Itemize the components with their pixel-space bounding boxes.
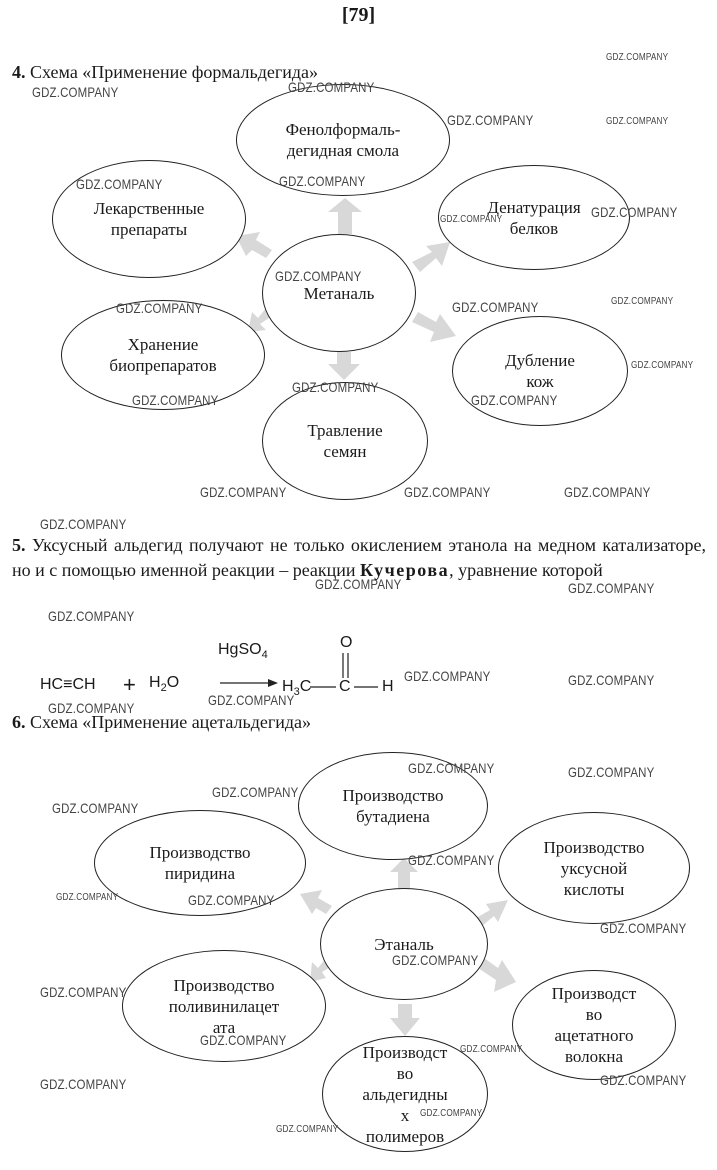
watermark: GDZ.COMPANY	[212, 784, 299, 800]
watermark: GDZ.COMPANY	[32, 84, 119, 100]
watermark: GDZ.COMPANY	[564, 484, 651, 500]
watermark: GDZ.COMPANY	[292, 379, 379, 395]
watermark: GDZ.COMPANY	[288, 79, 375, 95]
watermark: GDZ.COMPANY	[408, 852, 495, 868]
watermark: GDZ.COMPANY	[606, 116, 669, 127]
product-methyl: $H_3C$	[282, 678, 312, 699]
watermark: GDZ.COMPANY	[116, 300, 203, 316]
watermark: GDZ.COMPANY	[275, 268, 362, 284]
watermark: GDZ.COMPANY	[452, 299, 539, 315]
node-acetic-acid: Производство уксусной кислоты	[498, 812, 690, 924]
watermark: GDZ.COMPANY	[404, 484, 491, 500]
node-butadiene: Производство бутадиена	[298, 752, 488, 860]
product-oxygen: O	[340, 634, 353, 651]
watermark: GDZ.COMPANY	[276, 1124, 339, 1135]
watermark: GDZ.COMPANY	[40, 984, 127, 1000]
watermark: GDZ.COMPANY	[591, 204, 678, 220]
watermark: GDZ.COMPANY	[404, 668, 491, 684]
watermark: GDZ.COMPANY	[188, 892, 275, 908]
node-pyridine: Производство пиридина	[94, 810, 306, 916]
reactant-acetylene: HC≡CH	[40, 676, 96, 693]
watermark: GDZ.COMPANY	[600, 1072, 687, 1088]
catalyst: HgSO$_4$	[218, 641, 268, 662]
node-leather-tanning: Дубление кож	[452, 316, 628, 426]
watermark: GDZ.COMPANY	[52, 800, 139, 816]
watermark: GDZ.COMPANY	[48, 700, 135, 716]
watermark: GDZ.COMPANY	[56, 892, 119, 903]
section6-title: Схема «Применение ацетальдегида»	[30, 712, 312, 732]
arrow-to-acetate-fiber	[478, 958, 516, 992]
section5-text-after: , уравнение которой	[449, 560, 603, 580]
node-acetate-fiber: Производст во ацетатного волокна	[512, 970, 676, 1080]
page-number: [79]	[341, 4, 376, 26]
watermark: GDZ.COMPANY	[611, 296, 674, 307]
watermark: GDZ.COMPANY	[315, 576, 402, 592]
section4-title: Схема «Применение формальдегида»	[30, 62, 318, 82]
watermark: GDZ.COMPANY	[200, 484, 287, 500]
watermark: GDZ.COMPANY	[631, 360, 694, 371]
watermark: GDZ.COMPANY	[40, 516, 127, 532]
watermark: GDZ.COMPANY	[568, 764, 655, 780]
node-polyvinylacetate: Производство поливинилацет ата	[122, 950, 326, 1062]
watermark: GDZ.COMPANY	[279, 173, 366, 189]
node-seed-etching: Травление семян	[262, 382, 428, 500]
watermark: GDZ.COMPANY	[460, 1044, 523, 1055]
watermark: GDZ.COMPANY	[48, 608, 135, 624]
watermark: GDZ.COMPANY	[200, 1032, 287, 1048]
watermark: GDZ.COMPANY	[447, 112, 534, 128]
watermark: GDZ.COMPANY	[76, 176, 163, 192]
watermark: GDZ.COMPANY	[208, 692, 295, 708]
arrow-to-polymers	[390, 1004, 420, 1036]
watermark: GDZ.COMPANY	[408, 760, 495, 776]
watermark: GDZ.COMPANY	[40, 1076, 127, 1092]
watermark: GDZ.COMPANY	[420, 1108, 483, 1119]
center-methanal: Метаналь	[262, 234, 416, 352]
node-biopreparation-storage: Хранение биопрепаратов	[61, 300, 265, 410]
section5-text-before: Уксусный альдегид получают не только окислением этанола на медном катализаторе, но и с помощью именной реакции – реакции	[12, 535, 707, 580]
watermark: GDZ.COMPANY	[392, 952, 479, 968]
watermark: GDZ.COMPANY	[471, 392, 558, 408]
product-hydrogen: H	[382, 678, 394, 695]
node-drugs: Лекарственные препараты	[52, 160, 246, 278]
watermark: GDZ.COMPANY	[606, 52, 669, 63]
section4-number: 4.	[12, 62, 26, 82]
reaction-name: Кучерова	[360, 560, 450, 580]
center-ethanal: Этаналь	[320, 888, 488, 1000]
arrow-to-pyridine	[300, 890, 332, 914]
watermark: GDZ.COMPANY	[568, 580, 655, 596]
section6-number: 6.	[12, 712, 26, 732]
product-carbon: C	[339, 678, 351, 695]
watermark: GDZ.COMPANY	[440, 214, 503, 225]
watermark: GDZ.COMPANY	[600, 920, 687, 936]
node-aldehyde-polymers: Производст во альдегидны х полимеров	[322, 1036, 488, 1152]
section5-number: 5.	[12, 535, 26, 555]
watermark: GDZ.COMPANY	[568, 672, 655, 688]
node-phenol-resin: Фенолформаль- дегидная смола	[236, 84, 450, 196]
reactant-water: $H_2O$	[149, 674, 180, 695]
node-protein-denaturation: Денатурация белков	[438, 165, 630, 270]
plus-sign: +	[123, 672, 136, 697]
watermark: GDZ.COMPANY	[132, 392, 219, 408]
